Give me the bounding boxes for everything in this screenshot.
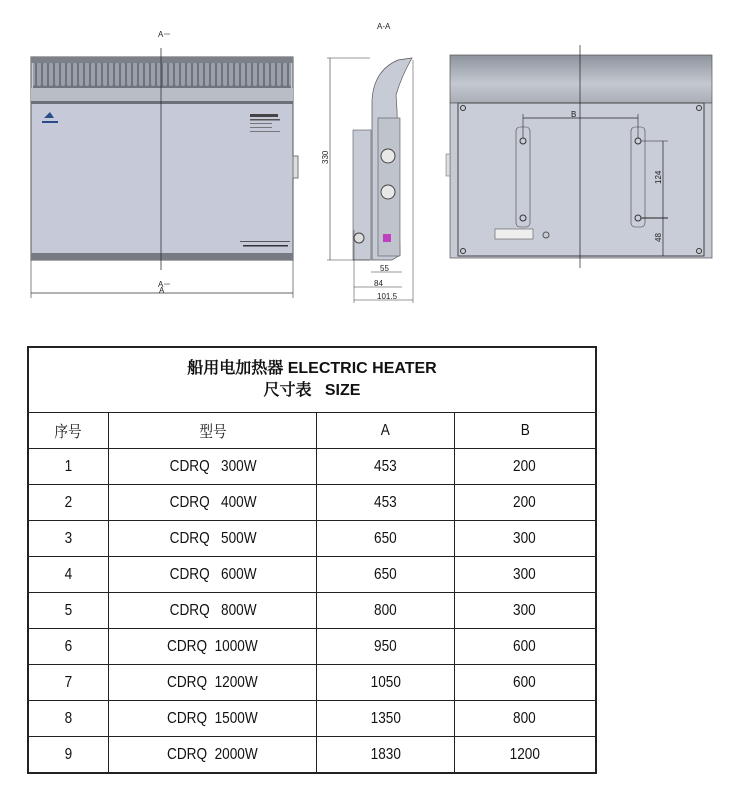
cell-a: 453	[374, 493, 397, 511]
cell-a: 1830	[370, 745, 401, 763]
back-view	[446, 45, 712, 268]
side-section-view	[321, 22, 413, 303]
cell-index: 2	[64, 493, 73, 511]
cell-a: 1350	[370, 709, 401, 727]
dimension-48-label: 48	[654, 233, 663, 242]
table-row	[28, 593, 596, 629]
table-row	[28, 665, 596, 701]
cell-b: 300	[513, 529, 537, 547]
cell-index: 9	[64, 745, 73, 763]
table-row	[28, 521, 596, 557]
header-index: 序号	[54, 424, 83, 441]
cell-index: 1	[64, 457, 73, 475]
dimension-55-label: 55	[380, 264, 389, 273]
cell-model: CDRQ 800W	[169, 601, 257, 619]
section-title: A-A	[377, 22, 391, 31]
table-header-row	[28, 413, 596, 449]
cell-b: 800	[513, 709, 537, 727]
table-row	[28, 737, 596, 774]
cell-model: CDRQ 300W	[169, 457, 257, 475]
cell-b: 1200	[509, 745, 540, 763]
cell-b: 200	[513, 493, 537, 511]
cell-model: CDRQ 400W	[169, 493, 257, 511]
cell-b: 200	[513, 457, 537, 475]
cell-index: 5	[64, 601, 73, 619]
front-view	[31, 30, 298, 298]
cell-a: 650	[374, 565, 397, 583]
table-row	[28, 629, 596, 665]
cell-b: 300	[513, 601, 537, 619]
cell-index: 4	[64, 565, 73, 583]
cell-a: 950	[374, 637, 397, 655]
cell-index: 3	[64, 529, 73, 547]
cell-model: CDRQ 1200W	[167, 673, 258, 691]
dimension-101-label: 101.5	[377, 292, 398, 301]
table-row	[28, 449, 596, 485]
dimension-124-label: 124	[654, 170, 663, 184]
cell-a: 800	[374, 601, 397, 619]
header-model: 型号	[199, 424, 227, 441]
cell-model: CDRQ 2000W	[167, 745, 258, 763]
cell-model: CDRQ 1000W	[167, 637, 258, 655]
cell-index: 7	[64, 673, 73, 691]
cell-model: CDRQ 1500W	[167, 709, 258, 727]
cell-b: 600	[513, 637, 537, 655]
cell-index: 6	[64, 637, 73, 655]
dimension-a-label: A	[159, 286, 165, 295]
table-subtitle: 尺寸表 SIZE	[263, 382, 361, 399]
cell-a: 453	[374, 457, 397, 475]
section-marker-top: A	[158, 30, 164, 39]
cell-a: 1050	[370, 673, 401, 691]
technical-drawing	[0, 0, 740, 320]
header-a: A	[380, 421, 391, 439]
table-row	[28, 701, 596, 737]
table-title-row	[28, 347, 596, 413]
dimension-84-label: 84	[374, 279, 383, 288]
cell-a: 650	[374, 529, 397, 547]
cell-index: 8	[64, 709, 73, 727]
table-row	[28, 557, 596, 593]
cell-b: 300	[513, 565, 537, 583]
cell-model: CDRQ 500W	[169, 529, 257, 547]
cell-model: CDRQ 600W	[169, 565, 257, 583]
table-title: 船用电加热器 ELECTRIC HEATER	[187, 360, 437, 377]
table-row	[28, 485, 596, 521]
cell-b: 600	[513, 673, 537, 691]
header-b: B	[520, 421, 530, 439]
size-table	[27, 346, 597, 774]
dimension-height-label: 330	[321, 150, 330, 164]
section-marker-bottom: A	[158, 280, 164, 289]
dimension-b-label: B	[571, 110, 577, 119]
